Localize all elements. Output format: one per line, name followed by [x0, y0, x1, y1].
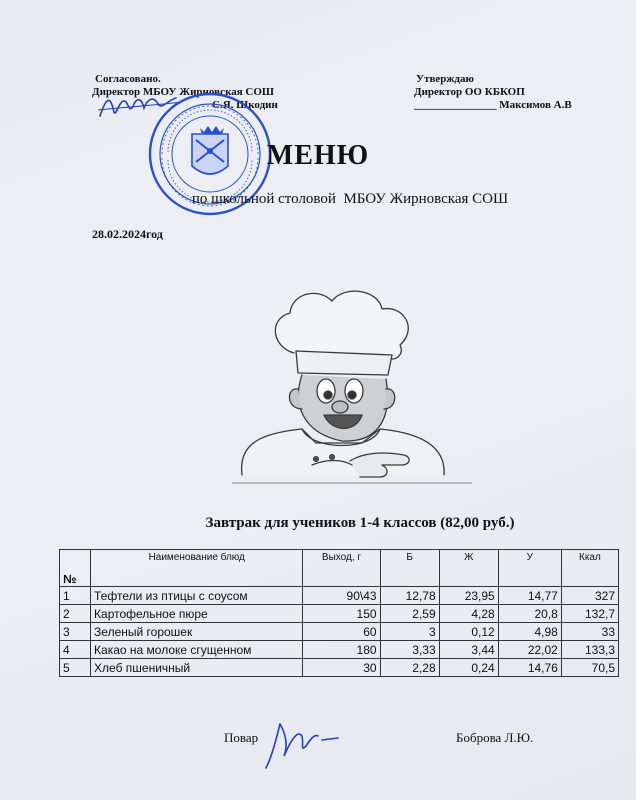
row-num: 5 [60, 659, 91, 677]
col-header-num: № [60, 550, 91, 587]
row-u: 20,8 [498, 605, 561, 623]
row-dish: Тефтели из птицы с соусом [91, 587, 303, 605]
meal-title: Завтрак для учеников 1-4 классов (82,00 руб.) [205, 515, 515, 531]
menu-table [59, 549, 619, 677]
row-output: 90\43 [303, 587, 380, 605]
row-dish: Какао на молоке сгущенном [91, 641, 303, 659]
row-zh: 0,24 [439, 659, 498, 677]
cook-name: Боброва Л.Ю. [456, 730, 534, 745]
row-num: 2 [60, 605, 91, 623]
row-output: 180 [303, 641, 380, 659]
approval-left-line2: Директор МБОУ Жирновская СОШ [92, 86, 275, 98]
row-zh: 3,44 [439, 641, 498, 659]
chef-illustration [232, 283, 472, 488]
menu-date: 28.02.2024год [92, 227, 163, 241]
row-u: 4,98 [498, 623, 561, 641]
col-header-output: Выход, г [303, 550, 380, 587]
table-header-row [60, 550, 619, 587]
row-b: 3 [380, 623, 439, 641]
cook-label: Повар [224, 730, 259, 745]
col-header-u: У [498, 550, 561, 587]
row-output: 150 [303, 605, 380, 623]
row-u: 14,76 [498, 659, 561, 677]
table-row [60, 587, 619, 605]
table-row [60, 605, 619, 623]
approval-right-line3: _______________ Максимов А.В [414, 99, 572, 111]
row-b: 2,59 [380, 605, 439, 623]
col-header-kcal: Ккал [561, 550, 618, 587]
row-kcal: 70,5 [561, 659, 618, 677]
row-dish: Зеленый горошек [91, 623, 303, 641]
row-b: 2,28 [380, 659, 439, 677]
row-u: 22,02 [498, 641, 561, 659]
approval-right-line2: Директор ОО КБКОП [414, 86, 525, 98]
subtitle [0, 191, 636, 208]
col-header-zh: Ж [439, 550, 498, 587]
row-b: 3,33 [380, 641, 439, 659]
approval-left-line1: Согласовано. [95, 73, 161, 85]
table-row [60, 623, 619, 641]
subtitle-prefix: по школьной столовой [191, 191, 336, 207]
row-num: 4 [60, 641, 91, 659]
approval-right-line1: Утверждаю [416, 73, 474, 85]
row-kcal: 133,3 [561, 641, 618, 659]
row-b: 12,78 [380, 587, 439, 605]
row-zh: 23,95 [439, 587, 498, 605]
row-kcal: 132,7 [561, 605, 618, 623]
row-zh: 4,28 [439, 605, 498, 623]
row-dish: Хлеб пшеничный [91, 659, 303, 677]
row-zh: 0,12 [439, 623, 498, 641]
row-num: 3 [60, 623, 91, 641]
page-title: МЕНЮ [266, 140, 370, 171]
row-kcal: 327 [561, 587, 618, 605]
cook-signature [262, 716, 342, 774]
table-row [60, 659, 619, 677]
row-u: 14,77 [498, 587, 561, 605]
table-row [60, 641, 619, 659]
row-num: 1 [60, 587, 91, 605]
row-output: 30 [303, 659, 380, 677]
subtitle-school: МБОУ Жирновская СОШ [343, 191, 509, 207]
row-kcal: 33 [561, 623, 618, 641]
col-header-b: Б [380, 550, 439, 587]
row-output: 60 [303, 623, 380, 641]
approval-left-line3: С.Я. Шкодин [212, 99, 278, 111]
col-header-name: Наименование блюд [91, 550, 303, 587]
row-dish: Картофельное пюре [91, 605, 303, 623]
